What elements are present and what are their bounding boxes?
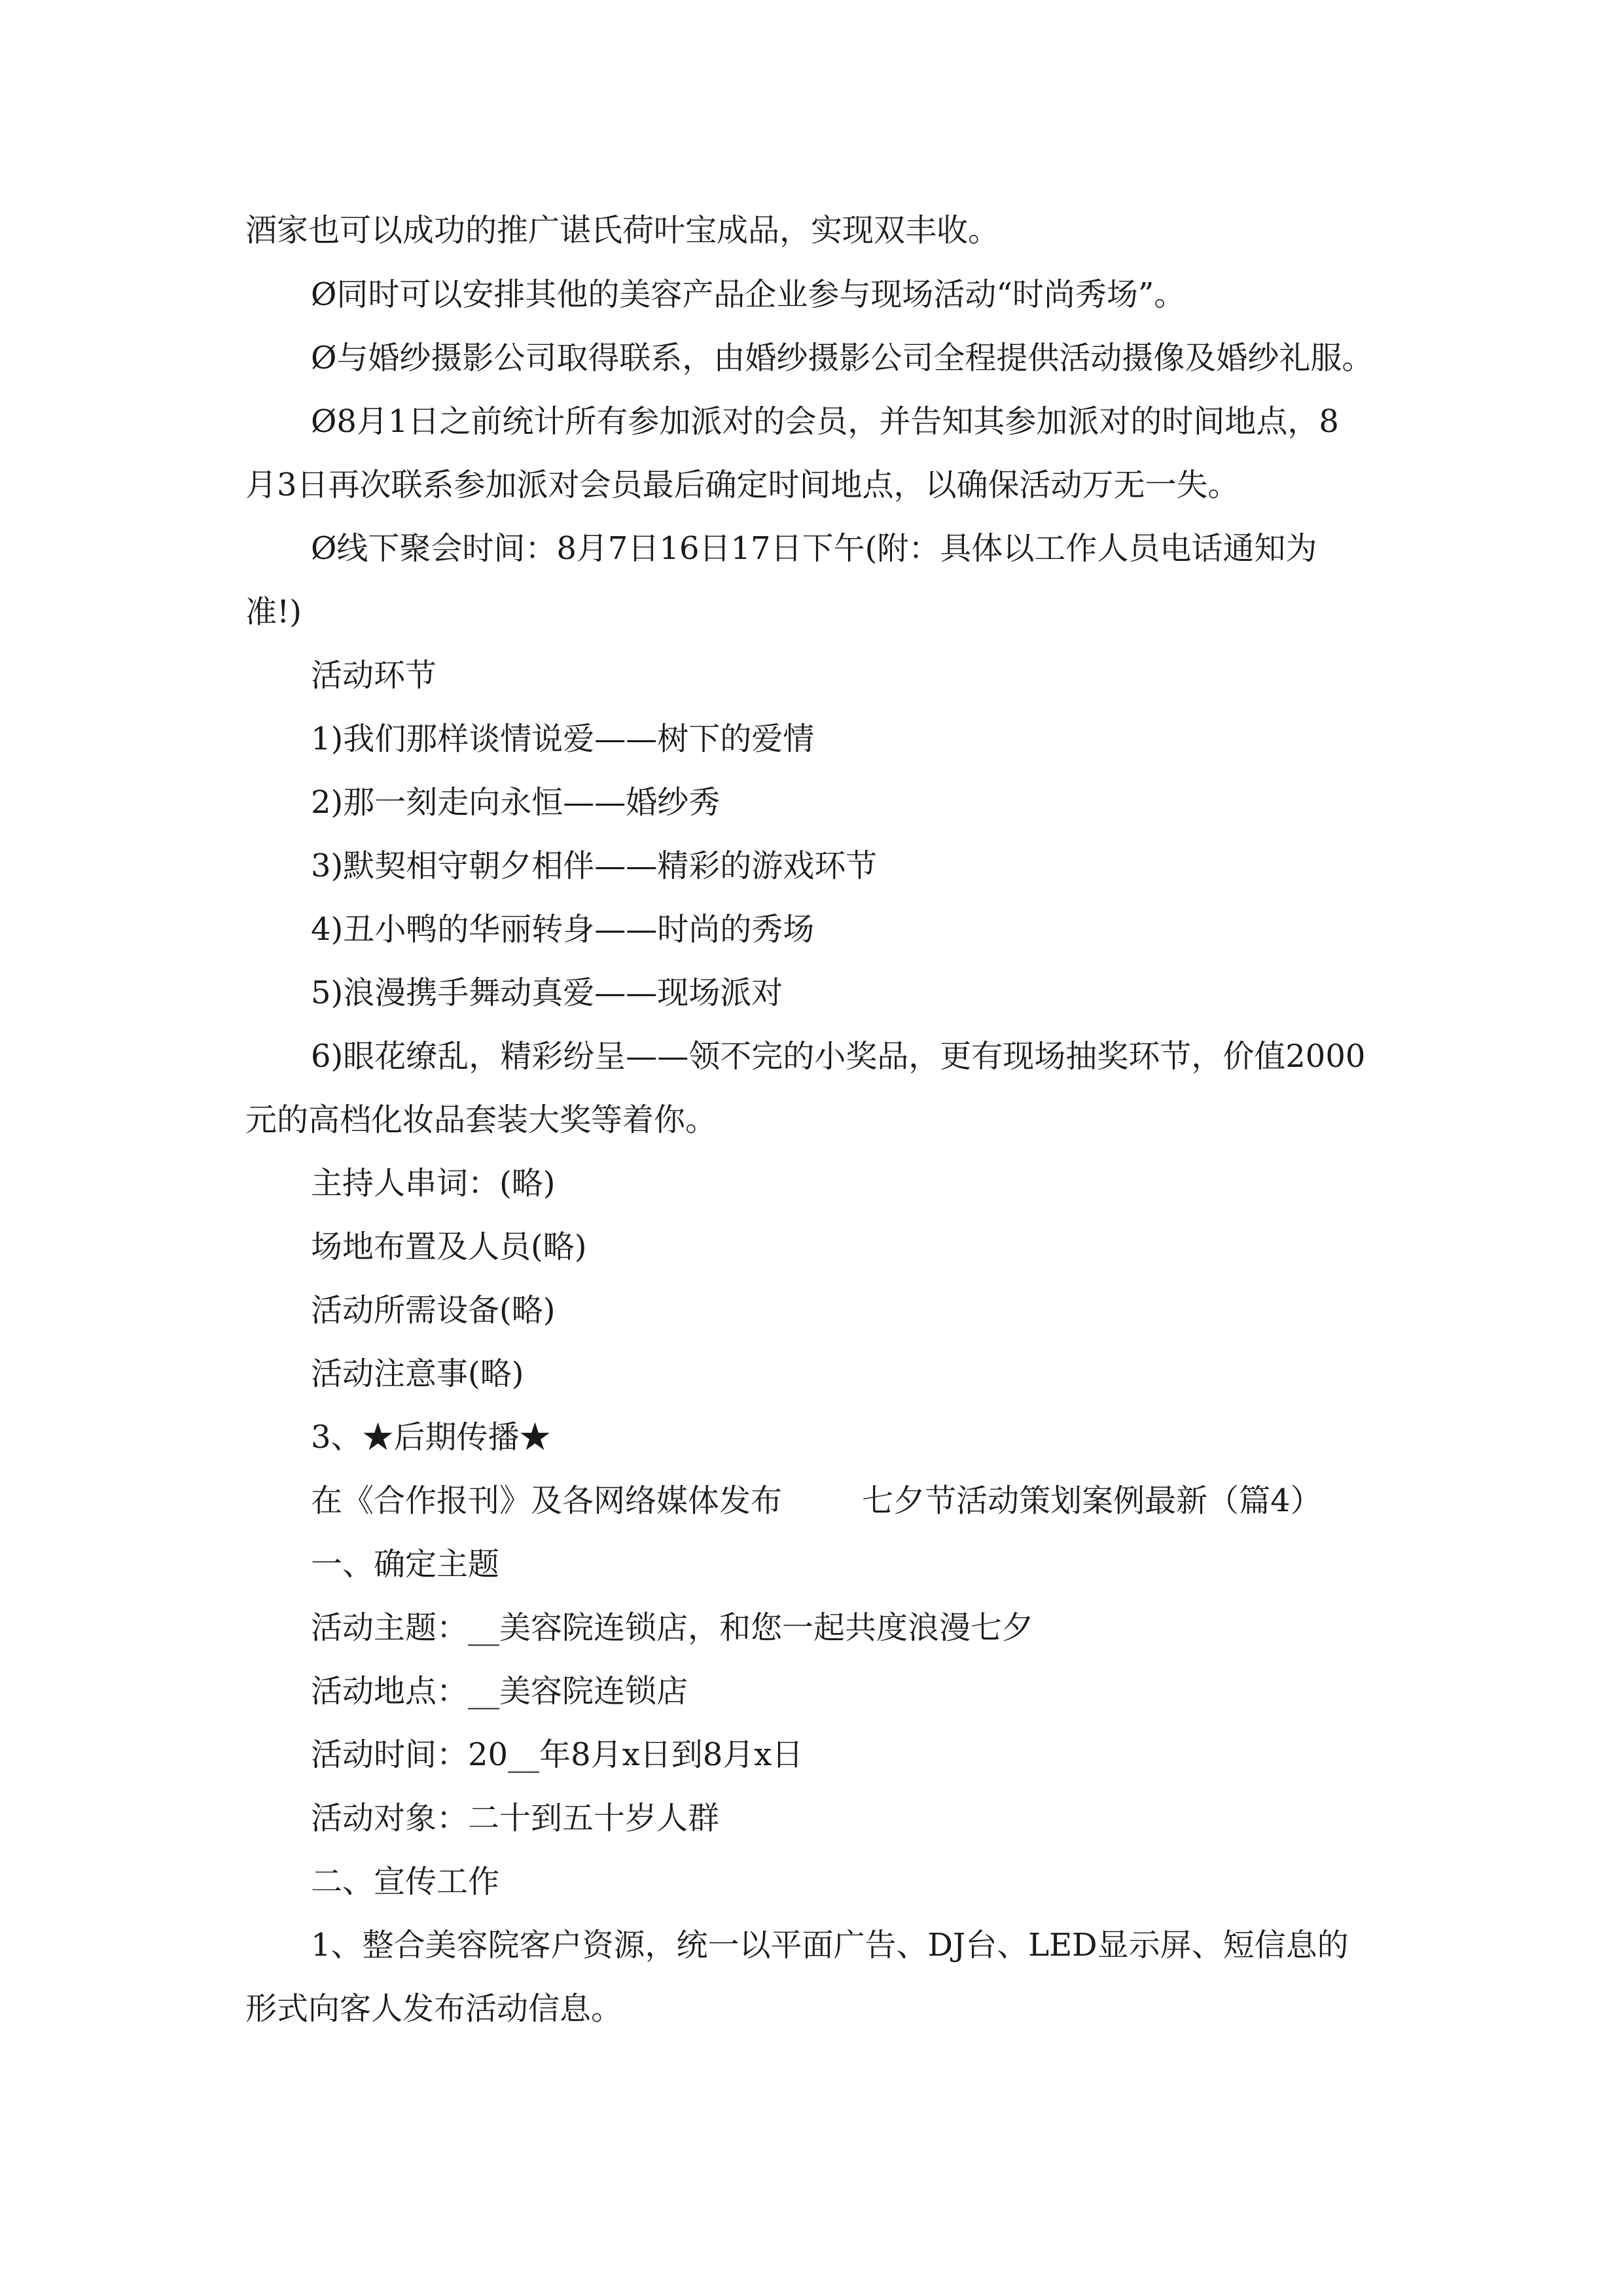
section-heading-theme: 一、确定主题 [311,1546,500,1583]
bullet-item-wedding-photo: Ø与婚纱摄影公司取得联系，由婚纱摄影公司全程提供活动摄像及婚纱礼服。 [311,340,1374,376]
list-item: 5)浪漫携手舞动真爱——现场派对 [311,975,783,1011]
section-line-equipment: 活动所需设备(略) [311,1292,556,1329]
list-item: 3)默契相守朝夕相伴——精彩的游戏环节 [311,848,878,884]
field-line-audience: 活动对象：二十到五十岁人群 [311,1800,720,1837]
paragraph-line: 形式向客人发布活动信息。 [245,1990,623,2027]
list-item: 6)眼花缭乱，精彩纷呈——领不完的小奖品，更有现场抽奖环节，价值2000 [311,1038,1366,1075]
field-line-time: 活动时间：20__年8月x日到8月x日 [311,1736,804,1773]
paragraph-line: 准!) [245,594,302,630]
field-line-theme: 活动主题：__美容院连锁店，和您一起共度浪漫七夕 [311,1609,1034,1646]
list-item: 1)我们那样谈情说爱——树下的爱情 [311,721,815,757]
list-item: 2)那一刻走向永恒——婚纱秀 [311,784,721,821]
bullet-item-member-count: Ø8月1日之前统计所有参加派对的会员，并告知其参加派对的时间地点，8 [311,403,1339,440]
list-item: 4)丑小鸭的华丽转身——时尚的秀场 [311,911,815,948]
section-line-venue: 场地布置及人员(略) [311,1229,587,1265]
paragraph-line: 1、整合美容院客户资源，统一以平面广告、DJ台、LED显示屏、短信息的 [311,1927,1349,1964]
paragraph-line: 元的高档化妆品套装大奖等着你。 [245,1102,717,1138]
bullet-item-party-time: Ø线下聚会时间：8月7日16日17日下午(附：具体以工作人员电话通知为 [311,530,1317,567]
section-heading-activities: 活动环节 [311,657,437,694]
paragraph-line: 酒家也可以成功的推广谌氏荷叶宝成品，实现双丰收。 [245,212,1000,249]
field-line-location: 活动地点：__美容院连锁店 [311,1673,688,1710]
section-heading-publicity: 二、宣传工作 [311,1863,500,1900]
section-line-publish-and-title: 在《合作报刊》及各网络媒体发布 七夕节活动策划案例最新（篇4） [311,1482,1322,1519]
section-line-host-script: 主持人串词：(略) [311,1165,556,1202]
section-heading-promotion: 3、★后期传播★ [311,1419,551,1456]
paragraph-line: 月3日再次联系参加派对会员最后确定时间地点，以确保活动万无一失。 [245,467,1240,503]
section-line-notes: 活动注意事(略) [311,1355,524,1392]
bullet-item-fashion-show: Ø同时可以安排其他的美容产品企业参与现场活动“时尚秀场”。 [311,276,1186,313]
